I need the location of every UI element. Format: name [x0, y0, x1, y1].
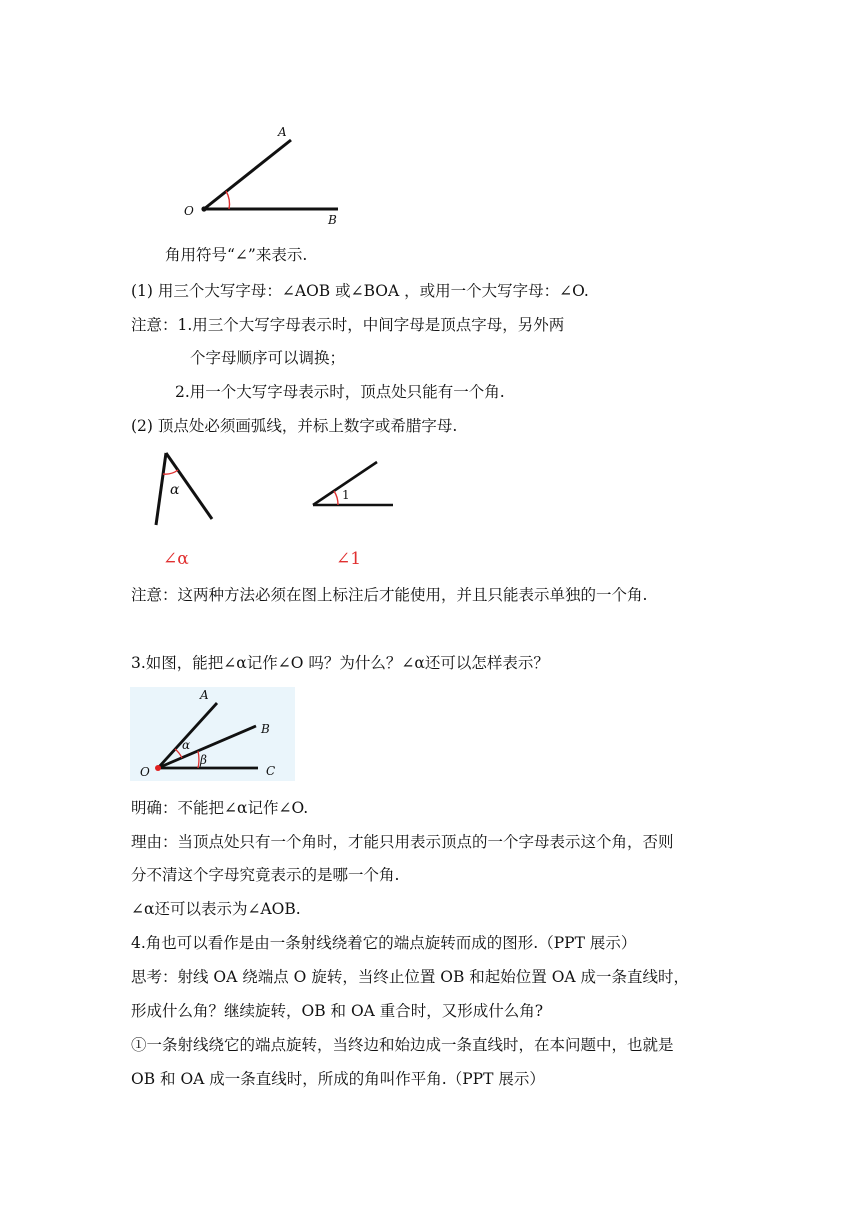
label-b: B	[261, 722, 270, 736]
label-alpha: α	[182, 738, 191, 752]
figure-angles-alpha-beta	[130, 687, 295, 781]
text-line-7: 注意：这两种方法必须在图上标注后才能使用，并且只能表示单独的一个角.	[131, 586, 648, 604]
angle-arc	[226, 191, 229, 209]
angle-arc-alpha	[163, 470, 178, 474]
text-line-6: (2) 顶点处必须画弧线，并标上数字或希腊字母.	[131, 417, 458, 435]
text-line-2: (1) 用三个大写字母：∠AOB 或∠BOA ，或用一个大写字母：∠O.	[131, 282, 589, 300]
label-beta: β	[200, 753, 207, 767]
text-line-1: 角用符号“∠”来表示.	[165, 246, 308, 264]
figure-angle-aob	[170, 118, 360, 233]
text-line-8: 3.如图，能把∠α记作∠O 吗？为什么？∠α还可以怎样表示？	[131, 654, 549, 672]
text-line-4: 个字母顺序可以调换；	[190, 349, 346, 367]
text-line-14: 思考：射线 OA 绕端点 O 旋转，当终止位置 OB 和起始位置 OA 成一条直线时，	[131, 968, 690, 986]
vertex-dot	[155, 765, 161, 771]
text-line-12: ∠α还可以表示为∠AOB.	[131, 900, 301, 918]
caption-angle-alpha: ∠α	[163, 549, 189, 569]
text-line-16: ①一条射线绕它的端点旋转，当终边和始边成一条直线时，在本问题中，也就是	[131, 1036, 674, 1054]
label-a: A	[200, 688, 209, 702]
angle-arc-1	[334, 491, 338, 505]
text-line-15: 形成什么角？继续旋转，OB 和 OA 重合时，又形成什么角?	[131, 1002, 544, 1020]
label-c: C	[266, 764, 276, 778]
text-line-10: 理由：当顶点处只有一个角时，才能只用表示顶点的一个字母表示这个角，否则	[131, 833, 674, 851]
caption-angle-1: ∠1	[336, 549, 362, 569]
text-line-13: 4.角也可以看作是由一条射线绕着它的端点旋转而成的图形.（PPT 展示）	[131, 934, 637, 952]
text-line-11: 分不清这个字母究竟表示的是哪一个角.	[131, 866, 400, 884]
text-line-9: 明确：不能把∠α记作∠O.	[131, 799, 309, 817]
vertex-dot	[201, 206, 206, 211]
label-1: 1	[342, 488, 350, 502]
ray-left	[156, 453, 166, 525]
figure-angle-1	[305, 455, 400, 515]
label-o: O	[140, 765, 150, 779]
text-line-5: 2.用一个大写字母表示时，顶点处只能有一个角.	[175, 383, 505, 401]
label-b: B	[328, 213, 337, 227]
ray-oa	[204, 140, 291, 209]
text-line-3: 注意：1.用三个大写字母表示时，中间字母是顶点字母，另外两	[131, 316, 565, 334]
figure-angle-alpha	[145, 445, 225, 535]
label-a: A	[278, 125, 287, 139]
text-line-17: OB 和 OA 成一条直线时，所成的角叫作平角.（PPT 展示）	[131, 1070, 545, 1088]
label-alpha: α	[170, 482, 180, 498]
label-o: O	[184, 204, 194, 218]
